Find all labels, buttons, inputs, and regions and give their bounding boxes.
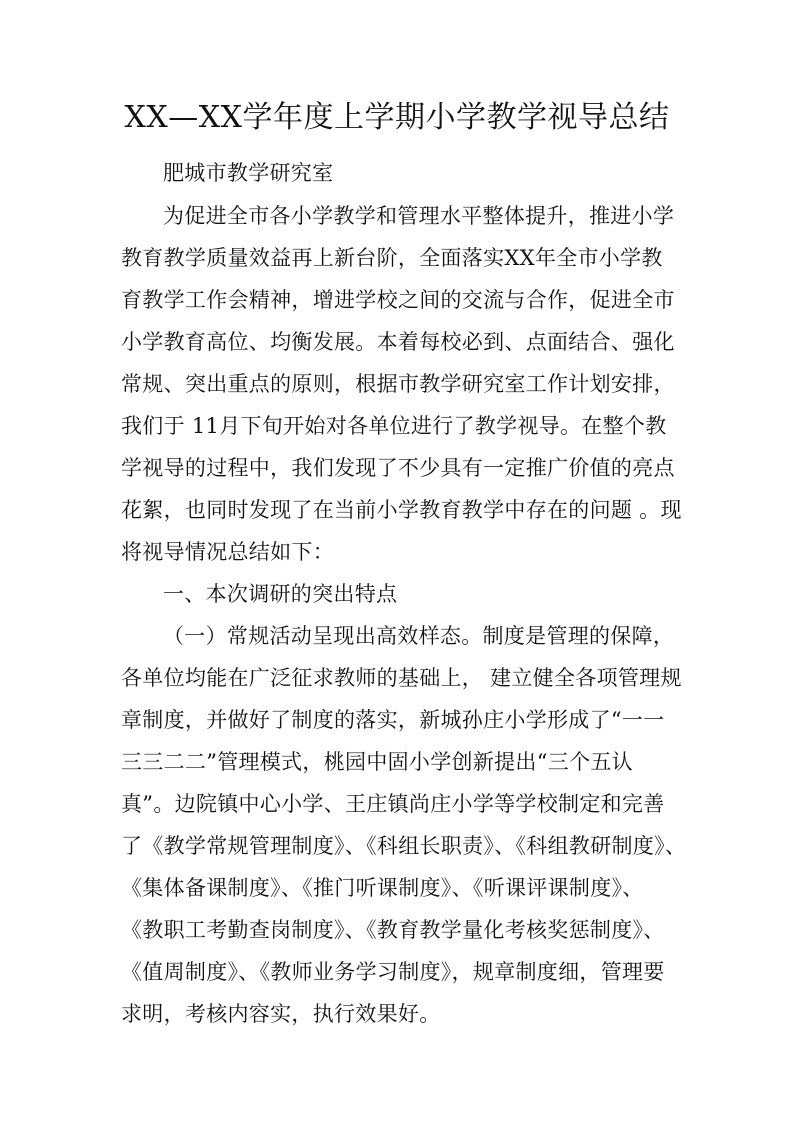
section-heading: 一、本次调研的突出特点: [163, 582, 398, 606]
paragraph-line: 学视导的过程中，我们发现了不少具有一定推广价值的亮点: [121, 456, 675, 480]
paragraph-line: （一）常规活动呈现出高效样态。制度是管理的保障，: [163, 624, 675, 648]
paragraph-line: 《值周制度》、《教师业务学习制度》，规章制度细，管理要: [121, 960, 665, 984]
paragraph-line: 花絮，也同时发现了在当前小学教育教学中存在的问题 。现: [121, 498, 682, 522]
paragraph-line: 《集体备课制度》、《推门听课制度》、《听课评课制度》、: [121, 876, 644, 900]
paragraph-line: 《教职工考勤查岗制度》、《教育教学量化考核奖惩制度》、: [121, 918, 665, 942]
paragraph-line: 三三二二”管理模式，桃园中固小学创新提出“三个五认: [121, 750, 633, 774]
paragraph-line: 为促进全市各小学教学和管理水平整体提升，推进小学: [163, 204, 675, 228]
paragraph-line: 我们于 11月下旬开始对各单位进行了教学视导。在整个教: [121, 414, 667, 438]
paragraph-line: 将视导情况总结如下：: [121, 540, 334, 564]
paragraph-line: 章制度，并做好了制度的落实，新城孙庄小学形成了“一一: [121, 708, 665, 732]
paragraph-line: 小学教育高位、均衡发展。本着每校必到、点面结合、强化: [121, 330, 675, 354]
document-title: XX—XX学年度上学期小学教学视导总结: [124, 100, 670, 135]
paragraph-line: 真”。边院镇中心小学、王庄镇尚庄小学等学校制定和完善: [121, 792, 665, 816]
paragraph-line: 求明，考核内容实，执行效果好。: [121, 1002, 441, 1026]
paragraph-line: 各单位均能在广泛征求教师的基础上， 建立健全各项管理规: [121, 666, 682, 690]
paragraph-line: 常规、突出重点的原则，根据市教学研究室工作计划安排，: [121, 372, 675, 396]
paragraph-line: 教育教学质量效益再上新台阶，全面落实XX年全市小学教: [121, 246, 663, 270]
paragraph-line: 了《教学常规管理制度》、《科组长职责》、《科组教研制度》、: [121, 834, 687, 858]
paragraph-line: 育教学工作会精神，增进学校之间的交流与合作，促进全市: [121, 288, 675, 312]
author-line: 肥城市教学研究室: [163, 161, 334, 185]
